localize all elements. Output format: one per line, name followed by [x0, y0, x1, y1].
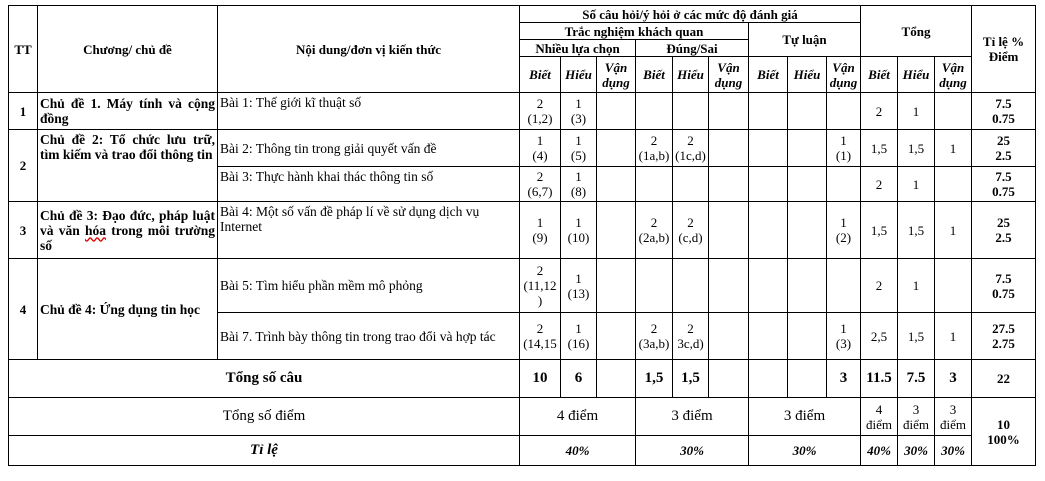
question-ids: (3): [835, 336, 852, 351]
mcq-understand-cell: [561, 167, 597, 202]
grand-total-apply: 3: [935, 360, 972, 398]
essay-apply-cell: [827, 259, 861, 313]
header-objective: Trắc nghiệm khách quan: [520, 23, 749, 40]
total-know-cell: 1,5: [861, 202, 898, 259]
count: 2: [650, 215, 658, 230]
total-points-label: Tổng số điểm: [9, 398, 520, 436]
points-unit: điểm: [940, 416, 966, 432]
points-unit: điểm: [903, 416, 929, 432]
question-ids: 3c,d): [677, 336, 704, 351]
total-understand-cell: 1,5: [898, 130, 935, 167]
mcq-know-cell: [520, 93, 561, 130]
mcq-apply-cell: [597, 93, 636, 130]
tf-apply-cell: [709, 202, 749, 259]
col-tf-apply: Vận dụng: [709, 57, 749, 93]
count: 2: [536, 263, 544, 278]
ratio-row: [9, 436, 1036, 466]
question-ids: (3a,b): [638, 336, 670, 351]
mcq-know-cell: [520, 202, 561, 259]
total-essay-understand: [788, 360, 827, 398]
table-row: [9, 130, 1036, 167]
tf-understand-cell: [673, 313, 709, 360]
ratio-points: 0.75: [992, 285, 1015, 301]
spellcheck-word: hóa: [84, 222, 106, 238]
points-apply: [935, 398, 972, 436]
total-questions-row: [9, 360, 1036, 398]
tf-understand-cell: [673, 167, 709, 202]
mcq-know-cell: [520, 313, 561, 360]
essay-apply-cell: [827, 130, 861, 167]
question-ids: (13): [567, 285, 590, 301]
total-tf-know: 1,5: [636, 360, 673, 398]
question-ids: (3): [570, 111, 587, 126]
essay-understand-cell: [788, 93, 827, 130]
total-understand-cell: 1: [898, 167, 935, 202]
count: 2: [536, 321, 544, 336]
col-mcq-know: Biết: [520, 57, 561, 93]
header-ratio: Tỉ lệ % Điểm: [972, 6, 1036, 93]
ratio-percent: 27.5: [992, 321, 1015, 336]
essay-apply-cell: [827, 167, 861, 202]
points-total: [972, 398, 1036, 466]
header-chapter: Chương/ chủ đề: [38, 6, 218, 93]
ratio-points: 2.75: [992, 336, 1015, 351]
grand-total-understand: 7.5: [898, 360, 935, 398]
col-mcq-apply: Vận dụng: [597, 57, 636, 93]
essay-know-cell: [749, 202, 788, 259]
essay-understand-cell: [788, 313, 827, 360]
table-row: [9, 259, 1036, 313]
header-levels: Số câu hỏi/ý hỏi ở các mức độ đánh giá: [520, 6, 861, 23]
tf-understand-cell: [673, 93, 709, 130]
question-ids: (1c,d): [675, 148, 706, 163]
count: 1: [536, 133, 544, 148]
question-ids: (14,15: [523, 336, 557, 351]
ratio-cell: [972, 313, 1036, 360]
topic-name-part: Chủ đề 3: Đạo đức, pháp luật và văn: [40, 207, 215, 238]
points-know: [861, 398, 898, 436]
total-tf-apply: [709, 360, 749, 398]
question-ids: (16): [567, 336, 590, 351]
col-total-know: Biết: [861, 57, 898, 93]
tf-know-cell: [636, 93, 673, 130]
total-apply-cell: [935, 167, 972, 202]
col-essay-apply: Vận dụng: [827, 57, 861, 93]
total-know-cell: 1,5: [861, 130, 898, 167]
topic-name: Chủ đề 1. Máy tính và cộng đồng: [38, 93, 218, 130]
mcq-understand-cell: [561, 202, 597, 259]
total-understand-cell: 1,5: [898, 202, 935, 259]
ratio-points: 0.75: [992, 184, 1015, 199]
question-ids: (1): [835, 148, 852, 163]
total-apply-cell: 1: [935, 202, 972, 259]
ratio-points: 2.5: [995, 148, 1012, 163]
mcq-apply-cell: [597, 130, 636, 167]
tf-understand-cell: [673, 259, 709, 313]
question-ids: (4): [532, 148, 548, 163]
topic-name: Chủ đề 2: Tổ chức lưu trữ, tìm kiếm và trao đổi thông tin: [38, 130, 218, 202]
assessment-matrix-table: [8, 5, 1036, 466]
points-value: 4: [875, 401, 883, 417]
question-ids: (1a,b): [638, 148, 670, 163]
count: 1: [840, 133, 847, 148]
essay-understand-cell: [788, 130, 827, 167]
question-ids: (2a,b): [638, 230, 670, 245]
question-ids: (10): [567, 230, 590, 245]
col-essay-know: Biết: [749, 57, 788, 93]
mcq-apply-cell: [597, 313, 636, 360]
mcq-understand-cell: [561, 259, 597, 313]
question-ids-wrap: ): [537, 293, 543, 308]
essay-apply-cell: [827, 313, 861, 360]
lesson-name: Bài 5: Tìm hiểu phần mềm mô phỏng: [218, 259, 520, 313]
question-ids: (c,d): [678, 230, 703, 245]
header-tt: TT: [9, 6, 38, 93]
total-know-cell: 2: [861, 93, 898, 130]
essay-understand-cell: [788, 167, 827, 202]
ratio-points: 0.75: [992, 111, 1015, 126]
total-questions-label: Tổng số câu: [9, 360, 520, 398]
count: 2: [536, 169, 544, 184]
count: 1: [575, 270, 582, 286]
header-content: Nội dung/đơn vị kiến thức: [218, 6, 520, 93]
tf-apply-cell: [709, 167, 749, 202]
col-tf-understand: Hiểu: [673, 57, 709, 93]
total-know-cell: 2: [861, 259, 898, 313]
col-mcq-understand: Hiểu: [561, 57, 597, 93]
essay-understand-cell: [788, 202, 827, 259]
count: 1: [536, 215, 544, 230]
mcq-understand-cell: [561, 313, 597, 360]
tf-understand-cell: [673, 202, 709, 259]
count: 2: [650, 133, 658, 148]
topic-name-part: trong môi trường số: [40, 222, 215, 253]
ratio-mcq: 40%: [520, 436, 636, 466]
question-ids: (1,2): [527, 111, 553, 126]
question-ids: (2): [835, 230, 852, 245]
ratio-percent: 25: [997, 133, 1010, 148]
total-mcq-apply: [597, 360, 636, 398]
mcq-know-cell: [520, 167, 561, 202]
grand-total-know: 11.5: [861, 360, 898, 398]
essay-know-cell: [749, 93, 788, 130]
tf-know-cell: [636, 259, 673, 313]
ratio-truefalse: 30%: [636, 436, 749, 466]
col-total-understand: Hiểu: [898, 57, 935, 93]
ratio-points: 2.5: [995, 230, 1012, 245]
count: 2: [687, 215, 694, 230]
topic-name: Chủ đề 4: Ứng dụng tin học: [38, 259, 218, 360]
grand-total-ratio: 22: [972, 360, 1036, 398]
essay-know-cell: [749, 167, 788, 202]
mcq-understand-cell: [561, 93, 597, 130]
col-total-apply: Vận dụng: [935, 57, 972, 93]
question-ids: (8): [570, 184, 587, 199]
tf-apply-cell: [709, 93, 749, 130]
topic-number: 4: [9, 259, 38, 360]
tf-know-cell: [636, 167, 673, 202]
total-points-row: [9, 398, 1036, 436]
lesson-name: Bài 2: Thông tin trong giải quyết vấn đề: [218, 130, 520, 167]
total-mcq-know: 10: [520, 360, 561, 398]
question-ids: (11,12: [523, 278, 557, 293]
count: 1: [575, 215, 582, 230]
tf-apply-cell: [709, 259, 749, 313]
essay-know-cell: [749, 259, 788, 313]
ratio-cell: [972, 130, 1036, 167]
total-know-cell: 2: [861, 167, 898, 202]
total-apply-cell: [935, 259, 972, 313]
total-tf-understand: 1,5: [673, 360, 709, 398]
ratio-essay: 30%: [749, 436, 861, 466]
tf-apply-cell: [709, 130, 749, 167]
total-know-cell: 2,5: [861, 313, 898, 360]
ratio-cell: [972, 167, 1036, 202]
topic-number: 2: [9, 130, 38, 202]
count: 1: [575, 133, 582, 148]
count: 2: [687, 133, 694, 148]
ratio-cell: [972, 93, 1036, 130]
ratio-percent: 7.5: [995, 96, 1012, 111]
total-essay-know: [749, 360, 788, 398]
points-unit: điểm: [866, 416, 892, 432]
points-total-value: 10: [997, 416, 1010, 432]
lesson-name: Bài 7. Trình bày thông tin trong trao đổi và hợp tác: [218, 313, 520, 360]
essay-apply-cell: [827, 202, 861, 259]
lesson-name: Bài 1: Thế giới kĩ thuật số: [218, 93, 520, 130]
mcq-apply-cell: [597, 202, 636, 259]
header-truefalse: Đúng/Sai: [636, 40, 749, 57]
lesson-name: Bài 4: Một số vấn đề pháp lí về sử dụng dịch vụ Internet: [218, 202, 520, 259]
total-apply-cell: 1: [935, 130, 972, 167]
points-essay: 3 điểm: [749, 398, 861, 436]
total-apply-cell: 1: [935, 313, 972, 360]
count: 1: [575, 321, 582, 336]
tf-apply-cell: [709, 313, 749, 360]
count: 1: [840, 321, 847, 336]
header-essay: Tự luận: [749, 23, 861, 57]
tf-know-cell: [636, 202, 673, 259]
lesson-name: Bài 3: Thực hành khai thác thông tin số: [218, 167, 520, 202]
ratio-apply: 30%: [935, 436, 972, 466]
topic-number: 1: [9, 93, 38, 130]
count: 1: [840, 215, 847, 230]
col-tf-know: Biết: [636, 57, 673, 93]
header-total: Tổng: [861, 6, 972, 57]
ratio-percent: 7.5: [995, 169, 1012, 184]
points-truefalse: 3 điểm: [636, 398, 749, 436]
points-value: 3: [949, 401, 957, 417]
ratio-percent: 7.5: [995, 270, 1012, 286]
points-understand: [898, 398, 935, 436]
topic-name: [38, 202, 218, 259]
ratio-know: 40%: [861, 436, 898, 466]
table-row: [9, 202, 1036, 259]
essay-know-cell: [749, 313, 788, 360]
mcq-know-cell: [520, 130, 561, 167]
total-mcq-understand: 6: [561, 360, 597, 398]
ratio-percent: 25: [997, 215, 1010, 230]
question-ids: (6,7): [527, 184, 553, 199]
count: 2: [650, 321, 658, 336]
topic-number: 3: [9, 202, 38, 259]
essay-apply-cell: [827, 93, 861, 130]
count: 2: [536, 96, 544, 111]
question-ids: (9): [532, 230, 548, 245]
mcq-know-cell: [520, 259, 561, 313]
essay-understand-cell: [788, 259, 827, 313]
total-understand-cell: 1: [898, 93, 935, 130]
col-essay-understand: Hiểu: [788, 57, 827, 93]
tf-know-cell: [636, 130, 673, 167]
header-mcq: Nhiều lựa chọn: [520, 40, 636, 57]
ratio-understand: 30%: [898, 436, 935, 466]
mcq-apply-cell: [597, 167, 636, 202]
count: 1: [575, 169, 582, 184]
points-total-percent: 100%: [987, 431, 1020, 447]
count: 2: [687, 321, 694, 336]
essay-know-cell: [749, 130, 788, 167]
ratio-cell: [972, 202, 1036, 259]
total-essay-apply: 3: [827, 360, 861, 398]
count: 1: [575, 96, 582, 111]
tf-know-cell: [636, 313, 673, 360]
ratio-cell: [972, 259, 1036, 313]
table-row: [9, 93, 1036, 130]
total-understand-cell: 1: [898, 259, 935, 313]
points-mcq: 4 điểm: [520, 398, 636, 436]
mcq-apply-cell: [597, 259, 636, 313]
total-apply-cell: [935, 93, 972, 130]
tf-understand-cell: [673, 130, 709, 167]
mcq-understand-cell: [561, 130, 597, 167]
total-understand-cell: 1,5: [898, 313, 935, 360]
ratio-label: Tỉ lệ: [9, 436, 520, 466]
question-ids: (5): [570, 148, 587, 163]
points-value: 3: [912, 401, 920, 417]
